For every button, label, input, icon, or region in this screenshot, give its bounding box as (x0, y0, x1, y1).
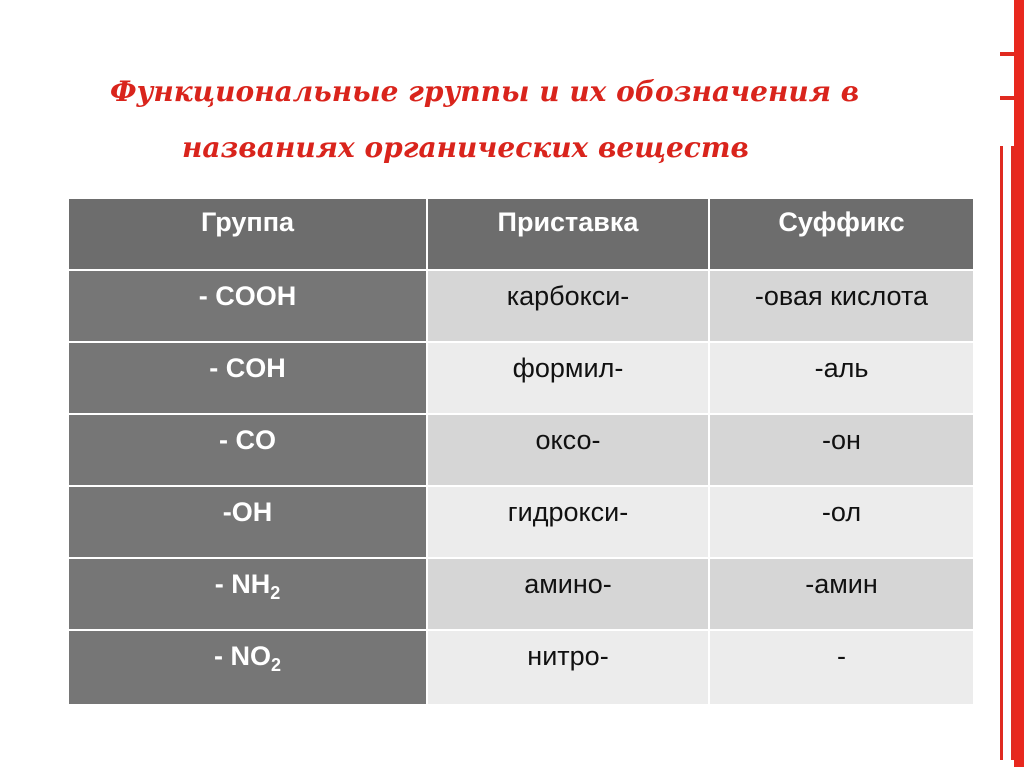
group-cell (68, 486, 427, 558)
suffix-cell: -аль (709, 342, 974, 414)
slide-title-line-1: Функциональные группы и их обозначения в (110, 75, 860, 108)
prefix-cell: формил- (427, 342, 709, 414)
prefix-cell: карбокси- (427, 270, 709, 342)
slide-edge-accent-bar (1014, 0, 1024, 767)
group-cell (68, 270, 427, 342)
header-suffix: Суффикс (709, 198, 974, 270)
prefix-cell: оксо- (427, 414, 709, 486)
table-row (68, 630, 974, 705)
group-cell (68, 414, 427, 486)
group-cell (68, 558, 427, 630)
group-formula-subscript: 2 (270, 655, 281, 675)
prefix-cell: нитро- (427, 630, 709, 705)
slide-title-line-2: названиях органических веществ (182, 131, 749, 164)
suffix-cell: -он (709, 414, 974, 486)
group-formula: - CO (219, 425, 276, 455)
functional-groups-table (67, 197, 975, 706)
prefix-cell: гидрокси- (427, 486, 709, 558)
decorative-bracket (1000, 52, 1014, 752)
slide-title (110, 64, 930, 176)
group-formula: - NH (214, 569, 271, 599)
decorative-bracket-line (1000, 96, 1014, 100)
table-row (68, 486, 974, 558)
group-formula: - NO (213, 641, 271, 671)
table-header-row (68, 198, 974, 270)
decorative-bracket-line (1000, 146, 1003, 760)
table-row (68, 414, 974, 486)
group-cell (68, 342, 427, 414)
group-cell (68, 630, 427, 705)
suffix-cell: - (709, 630, 974, 705)
suffix-cell: -ол (709, 486, 974, 558)
decorative-bracket-line (1011, 146, 1014, 760)
header-prefix: Приставка (427, 198, 709, 270)
decorative-bracket-line (1000, 52, 1014, 56)
table-row (68, 558, 974, 630)
table-row (68, 342, 974, 414)
group-formula: -OH (222, 497, 273, 527)
suffix-cell: -амин (709, 558, 974, 630)
header-group: Группа (68, 198, 427, 270)
prefix-cell: амино- (427, 558, 709, 630)
suffix-cell: -овая кислота (709, 270, 974, 342)
group-formula-subscript: 2 (270, 583, 281, 603)
table-row (68, 270, 974, 342)
group-formula: - COOH (198, 281, 297, 311)
group-formula: - COH (209, 353, 286, 383)
